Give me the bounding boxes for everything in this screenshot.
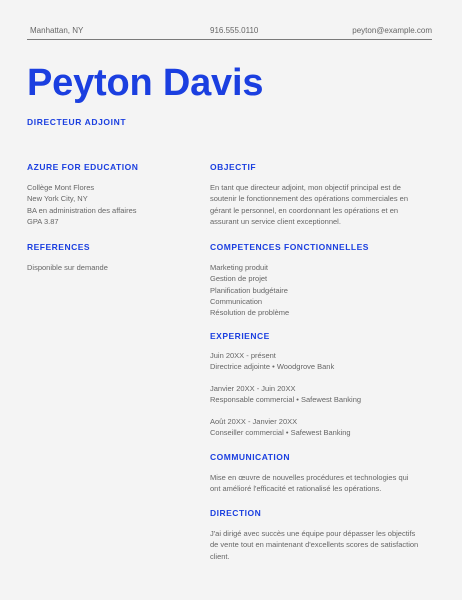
direction-text <box>210 528 430 562</box>
job-position: Responsable commercial • Safewest Banking <box>210 395 362 405</box>
competences-list <box>210 262 430 318</box>
competences-title: COMPETENCES FONCTIONNELLES <box>210 242 369 252</box>
objectif-line: gérant le personnel, en coordonnant les opérations et en <box>210 205 399 215</box>
direction-line: de vente tout en maintenant d'excellents scores de satisfaction <box>210 540 419 550</box>
objectif-text <box>210 182 430 227</box>
experience-job <box>210 416 430 439</box>
email-text: peyton@example.com <box>352 26 432 35</box>
city-text: Manhattan, NY <box>30 26 84 35</box>
objectif-title: OBJECTIF <box>210 162 257 172</box>
competence-item: Planification budgétaire <box>210 285 288 295</box>
education-line: BA en administration des affaires <box>27 205 137 215</box>
communication-line: Mise en œuvre de nouvelles procédures et technologies qui <box>210 473 409 482</box>
contact-bar <box>27 24 432 40</box>
communication-text <box>210 472 430 495</box>
education-line: New York City, NY <box>27 194 88 204</box>
communication-title: COMMUNICATION <box>210 452 290 462</box>
competence-item: Communication <box>210 296 263 306</box>
education-details <box>27 182 177 227</box>
competence-item: Résolution de problème <box>210 308 290 318</box>
communication-line: ont amélioré l'efficacité et rationalisé les opérations. <box>210 484 382 494</box>
job-dates: Juin 20XX - présent <box>210 351 276 360</box>
objectif-line: En tant que directeur adjoint, mon objectif principal est de <box>210 183 401 192</box>
references-title: REFERENCES <box>27 242 91 252</box>
education-line: GPA 3.87 <box>27 216 59 226</box>
objectif-line: assurant un service client exceptionnel. <box>210 216 341 226</box>
competence-item: Marketing produit <box>210 263 268 272</box>
job-position: Conseiller commercial • Safewest Banking <box>210 428 351 438</box>
references-text <box>27 262 177 273</box>
education-title: AZURE FOR EDUCATION <box>27 162 139 172</box>
experience-job <box>210 350 430 373</box>
job-dates: Août 20XX - Janvier 20XX <box>210 417 298 426</box>
experience-title: EXPERIENCE <box>210 331 270 341</box>
experience-job <box>210 383 430 406</box>
person-name: Peyton Davis <box>27 62 264 104</box>
job-dates: Janvier 20XX - Juin 20XX <box>210 384 296 393</box>
person-role: DIRECTEUR ADJOINT <box>27 117 127 127</box>
competence-item: Gestion de projet <box>210 274 268 284</box>
education-line: Collège Mont Flores <box>27 183 95 192</box>
direction-line: client. <box>210 551 230 561</box>
phone-text: 916.555.0110 <box>210 26 259 35</box>
references-line: Disponible sur demande <box>27 263 108 272</box>
job-position: Directrice adjointe • Woodgrove Bank <box>210 362 335 372</box>
objectif-line: soutenir le fonctionnement des opérations commerciales en <box>210 194 409 204</box>
direction-title: DIRECTION <box>210 508 262 518</box>
direction-line: J'ai dirigé avec succès une équipe pour dépasser les objectifs <box>210 529 416 538</box>
